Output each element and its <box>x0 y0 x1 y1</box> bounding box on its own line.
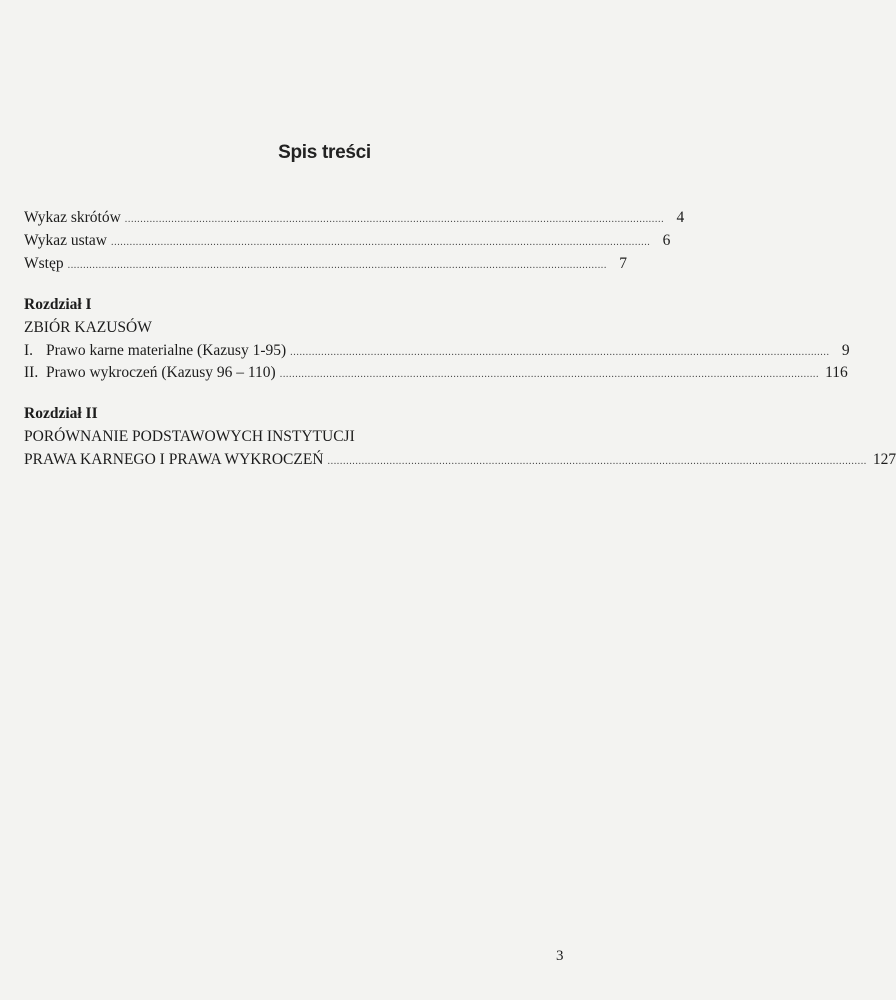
toc-entry-wstep <box>24 253 628 275</box>
toc-dot-leader: .............................................................................................................................................................................. <box>279 369 820 380</box>
toc-entry-page: 7 <box>619 255 628 272</box>
page-title: Spis treści <box>278 142 371 163</box>
toc-entry-prawo-karne <box>24 340 850 362</box>
toc-entry-wykaz-ustaw <box>24 230 671 252</box>
toc-entry-label: Prawo wykroczeń (Kazusy 96 – 110) <box>46 364 276 381</box>
toc-entry-page: 127 <box>872 451 896 468</box>
toc-entry-number: I. <box>24 342 34 359</box>
toc-entry-label: Prawo karne materialne (Kazusy 1-95) <box>46 342 287 359</box>
toc-dot-leader: .............................................................................................................................................................................. <box>124 214 665 225</box>
toc-entry-page: 116 <box>825 364 848 381</box>
toc-entry-label: Wykaz ustaw <box>24 232 107 249</box>
toc-entry-label: PRAWA KARNEGO I PRAWA WYKROCZEŃ <box>24 451 324 468</box>
toc-dot-leader: .............................................................................................................................................................................. <box>290 347 830 358</box>
toc-dot-leader: .............................................................................................................................................................................. <box>67 260 608 271</box>
toc-entry-porownanie <box>24 449 896 471</box>
page-number: 3 <box>556 948 564 964</box>
toc-entry-number: II. <box>24 364 39 381</box>
toc-dot-leader: .............................................................................................................................................................................. <box>111 237 651 248</box>
chapter-2-subheading: PORÓWNANIE PODSTAWOWYCH INSTYTUCJI <box>24 428 355 445</box>
toc-dot-leader: .............................................................................................................................................................................. <box>327 456 867 467</box>
toc-entry-label: Wstęp <box>24 255 64 272</box>
chapter-2-heading: Rozdział II <box>24 405 98 422</box>
chapter-1-subheading: ZBIÓR KAZUSÓW <box>24 319 152 336</box>
toc-entry-page: 6 <box>662 232 671 249</box>
toc-entry-page: 4 <box>676 209 685 226</box>
toc-entry-label: Wykaz skrótów <box>24 209 121 226</box>
toc-entry-wykaz-skrotow <box>24 207 685 229</box>
toc-entry-prawo-wykroczen <box>24 362 848 384</box>
toc-entry-page: 9 <box>841 342 850 359</box>
chapter-1-heading: Rozdział I <box>24 296 92 313</box>
